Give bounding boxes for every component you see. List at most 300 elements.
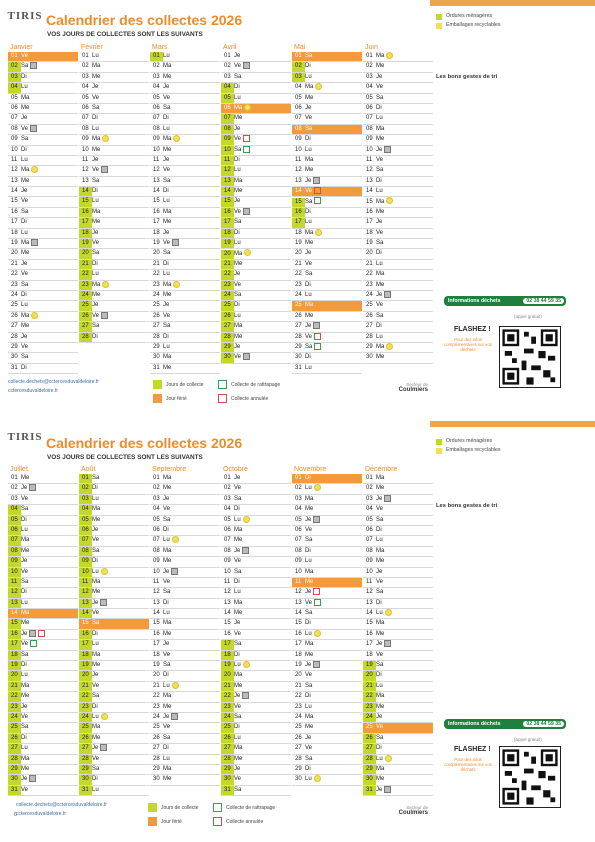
day-row [150,755,220,765]
day-number: 17 [8,640,21,649]
day-number: 28 [295,755,302,762]
day-number: 15 [292,198,305,207]
info-number[interactable]: 02 38 44 59 35 [523,721,564,727]
day-number: 26 [221,734,234,743]
day-row [8,83,78,93]
day-weekday: Je [92,302,99,309]
day-number: 07 [11,115,18,122]
day-number: 19 [295,240,302,247]
day-number: 11 [366,578,373,585]
day-row [363,73,433,83]
day-row [8,536,78,546]
day-weekday: Je [234,198,241,205]
day-number: 08 [366,547,373,554]
day-weekday: Je [305,104,312,111]
day-weekday: Je [305,516,312,523]
day-weekday: Di [21,73,27,80]
day-row [150,229,220,239]
day-weekday: Sa [376,167,384,174]
day-row [221,568,291,578]
day-number: 19 [79,239,92,248]
day-row [150,62,220,72]
day-weekday: Ma [163,547,172,554]
day-number: 07 [153,115,160,122]
day-row [150,322,220,332]
rattrapage-icon [243,146,250,153]
day-row [221,786,291,796]
cancel-icon [243,135,250,142]
day-row [221,166,291,176]
day-row [292,755,362,765]
day-weekday: Me [92,662,101,669]
day-number: 11 [366,156,373,163]
day-number: 03 [82,73,89,80]
day-weekday: Me [163,219,172,226]
day-row [8,94,78,104]
day-number: 13 [8,599,21,608]
emballages-icon [101,568,108,575]
day-row [292,260,362,270]
day-weekday: Sa [234,786,242,793]
day-row [292,125,362,135]
day-weekday: Sa [92,104,100,111]
day-weekday: Je [376,786,383,793]
day-number: 12 [11,167,18,174]
day-number: 11 [11,156,18,163]
day-row [363,651,433,661]
day-number: 01 [11,475,18,481]
day-weekday: Sa [234,495,242,502]
day-row [292,599,362,609]
day-number: 30 [295,776,302,783]
day-weekday: Ma [376,53,385,60]
day-row [363,599,433,609]
cancel-icon [314,333,321,340]
day-row [221,333,291,343]
day-weekday: Me [21,250,30,257]
day-weekday: Je [234,765,241,772]
day-row [363,239,433,249]
day-number: 28 [295,333,302,340]
day-row [150,692,220,702]
info-dechets[interactable] [444,296,566,306]
website-link[interactable]: cctercesduvaldeloire.fr [8,388,59,394]
month-name: Mars [152,44,168,51]
day-number: 11 [295,156,302,163]
day-weekday: Di [376,104,382,111]
day-weekday: Me [21,693,30,700]
day-weekday: Ve [163,506,171,513]
day-number: 27 [79,322,92,331]
day-row [292,557,362,567]
day-weekday: Sa [305,610,313,617]
day-row [150,73,220,83]
day-number: 10 [153,568,160,575]
day-row [79,187,149,197]
day-weekday: Di [234,651,240,658]
day-number: 10 [153,146,160,153]
day-row [363,755,433,765]
day-row [363,353,433,363]
day-weekday: Me [92,589,101,596]
day-number: 22 [366,271,373,278]
day-number: 16 [295,630,302,637]
day-row [292,229,362,239]
day-row [363,671,433,681]
day-weekday: Ma [92,578,101,585]
day-row [150,671,220,681]
day-row [79,619,149,629]
month-column [79,466,149,796]
day-weekday: Ma [21,240,30,247]
day-weekday: Je [92,229,99,236]
bin-icon [243,62,250,69]
day-weekday: Di [92,485,98,492]
day-number: 13 [295,177,302,184]
day-number: 15 [153,620,160,627]
green-box-swatch [218,380,227,389]
day-number: 22 [363,692,376,701]
info-label: Informations déchets [448,721,501,727]
day-number: 06 [366,526,373,533]
day-row [221,322,291,332]
day-weekday: Di [305,547,311,554]
bin-icon [101,166,108,173]
day-number: 19 [153,662,160,669]
day-number: 12 [82,167,89,174]
day-number: 03 [366,495,373,502]
day-number: 05 [8,516,21,525]
day-number: 02 [8,62,21,71]
day-number: 18 [366,651,373,658]
legend-label: Collecte de rattrapage [231,381,281,388]
day-row [8,301,78,311]
day-row [221,765,291,775]
day-number: 11 [153,578,160,585]
day-number: 08 [153,547,160,554]
day-weekday: Lu [21,526,28,533]
day-row [79,568,149,578]
day-number: 31 [221,786,234,795]
day-number: 18 [11,229,18,236]
day-number: 15 [295,620,302,627]
day-row [79,495,149,505]
day-row [8,312,78,322]
day-number: 07 [8,536,21,545]
day-number: 20 [153,250,160,257]
email-link[interactable]: collecte.dechets@cctercesduvaldeloire.fr [8,379,99,385]
day-weekday: Sa [92,323,100,330]
day-number: 06 [8,526,21,535]
day-weekday: Sa [376,94,384,101]
day-weekday: Ma [163,354,172,361]
day-row [221,640,291,650]
day-weekday: Je [376,292,383,299]
day-weekday: Ma [305,641,314,648]
day-row [292,505,362,515]
day-row [363,536,433,546]
day-weekday: Je [305,662,312,669]
day-row [221,557,291,567]
day-number: 26 [79,312,92,321]
day-row [363,495,433,505]
day-row [221,249,291,259]
day-row [150,536,220,546]
info-number[interactable]: 02 38 44 59 35 [523,298,564,304]
day-row [8,619,78,629]
day-weekday: Lu [234,662,241,669]
day-row [221,301,291,311]
day-number: 23 [221,703,234,712]
day-weekday: Lu [305,219,312,226]
day-number: 30 [295,354,302,361]
email-link[interactable]: collecte.dechets@cctercesduvaldeloire.fr [16,802,107,808]
day-number: 24 [295,291,302,298]
day-weekday: Me [376,485,385,492]
day-number: 23 [153,281,160,288]
day-row [363,619,433,629]
day-number: 16 [79,208,92,217]
day-weekday: Ma [92,208,101,215]
day-row [79,755,149,765]
day-row [150,713,220,723]
day-number: 25 [366,724,373,731]
month-column [8,44,78,374]
tips-title: Les bons gestes de tri [436,503,498,509]
day-number: 07 [79,536,92,545]
day-weekday: Ve [376,302,384,309]
day-row [150,187,220,197]
day-weekday: Lu [21,156,28,163]
day-number: 17 [221,640,234,649]
day-row [221,671,291,681]
day-weekday: Di [21,734,27,741]
day-row [79,578,149,588]
day-number: 23 [366,281,373,288]
day-weekday: Me [234,682,243,689]
day-weekday: Ve [92,312,100,319]
day-weekday: Lu [92,714,99,721]
day-number: 07 [224,537,231,544]
day-number: 14 [153,610,160,617]
day-number: 20 [295,250,302,257]
day-weekday: Ma [234,105,243,112]
day-number: 29 [8,765,21,774]
day-weekday: Ma [21,755,30,762]
day-row [221,52,291,62]
day-weekday: Lu [21,302,28,309]
commune-name: Coulmiers [398,387,428,393]
day-number: 17 [366,641,373,648]
day-weekday: Di [234,578,240,585]
day-number: 09 [11,136,18,143]
bin-icon [313,661,320,668]
day-number: 31 [11,364,18,371]
day-number: 24 [153,291,160,298]
day-weekday: Lu [305,776,312,783]
day-weekday: Lu [163,271,170,278]
day-row [150,775,220,785]
tips-title: Les bons gestes de tri [436,74,498,80]
day-row [79,713,149,723]
day-row [8,786,78,796]
day-row [79,218,149,228]
day-number: 11 [82,156,89,163]
day-weekday: Sa [234,713,242,720]
day-number: 16 [79,630,92,639]
day-row [79,682,149,692]
day-weekday: Me [376,630,385,637]
day-row [292,301,362,311]
day-row [363,135,433,145]
day-row [79,135,149,145]
day-weekday: Je [92,526,99,533]
day-weekday: Ve [234,136,242,143]
bin-icon [384,146,391,153]
day-row [150,260,220,270]
day-row [363,547,433,557]
day-weekday: Sa [92,250,100,257]
day-weekday: Di [163,745,169,752]
website-link[interactable]: cctercesduvaldeloire.fr [16,811,67,817]
day-number: 24 [79,713,92,722]
day-weekday: Ma [376,693,385,700]
day-weekday: Lu [21,745,28,752]
day-number: 27 [153,323,160,330]
day-row [8,270,78,280]
day-number: 01 [79,474,92,483]
day-weekday: Sa [234,73,242,80]
day-weekday: Di [21,219,27,226]
day-number: 01 [366,53,373,60]
day-row [150,83,220,93]
day-row [150,177,220,187]
day-row [363,484,433,494]
day-number: 08 [366,125,373,132]
day-weekday: Sa [92,765,100,772]
legend-jour-ferie [148,817,182,826]
day-row [79,239,149,249]
info-dechets[interactable] [444,719,566,729]
day-row [292,765,362,775]
bottom-legend [8,378,428,408]
day-weekday: Ve [92,610,100,617]
day-weekday: Ma [92,724,101,731]
day-number: 02 [224,485,231,492]
day-row [79,52,149,62]
day-row [150,94,220,104]
day-number: 09 [366,558,373,565]
month-name: Octobre [223,466,248,473]
red-box-swatch [218,394,227,403]
bin-icon [384,291,391,298]
day-number: 16 [153,630,160,637]
day-row [8,568,78,578]
day-row [8,52,78,62]
day-weekday: Di [305,208,311,215]
day-row [363,270,433,280]
green-box-swatch [213,803,222,812]
day-row [292,547,362,557]
day-number: 26 [363,734,376,743]
bin-icon [242,547,249,554]
day-number: 25 [79,723,92,732]
day-weekday: Lu [21,599,28,606]
day-row [292,516,362,526]
day-weekday: Me [92,146,101,153]
day-row [221,94,291,104]
day-weekday: Ve [305,672,313,679]
month-column [150,466,220,786]
day-weekday: Ve [305,188,313,195]
rattrapage-icon [314,599,321,606]
day-number: 27 [295,745,302,752]
day-number: 21 [363,682,376,691]
day-row [8,239,78,249]
day-number: 11 [224,578,231,585]
day-weekday: Lu [376,260,383,267]
day-row [8,661,78,671]
day-weekday: Ma [163,281,172,288]
day-row [363,661,433,671]
qr-code[interactable] [499,746,561,808]
day-row [292,734,362,744]
day-weekday: Di [92,115,98,122]
day-number: 20 [363,671,376,680]
day-weekday: Lu [305,558,312,565]
day-weekday: Lu [305,485,312,492]
day-weekday: Je [234,693,241,700]
day-weekday: Ma [305,302,314,309]
day-number: 17 [79,640,92,649]
day-row [8,692,78,702]
day-number: 12 [79,588,92,597]
qr-code[interactable] [499,326,561,388]
day-number: 04 [8,505,21,514]
page-title: Calendrier des collectes 2026 [46,435,243,451]
day-weekday: Ve [92,240,100,247]
day-number: 11 [295,578,302,585]
day-weekday: Sa [92,693,100,700]
day-weekday: Di [234,506,240,513]
day-weekday: Lu [234,312,241,319]
day-weekday: Lu [305,73,312,80]
day-number: 10 [82,146,89,153]
day-row [363,260,433,270]
day-row [150,609,220,619]
day-weekday: Je [376,73,383,80]
bin-icon [171,568,178,575]
day-weekday: Ma [163,620,172,627]
day-number: 31 [295,364,302,371]
day-weekday: Je [163,495,170,502]
day-number: 19 [221,239,234,248]
day-weekday: Di [305,63,311,70]
day-weekday: Lu [163,198,170,205]
day-weekday: Di [92,333,98,340]
day-number: 12 [366,589,373,596]
day-weekday: Ve [234,354,242,361]
day-weekday: Sa [21,651,29,658]
day-number: 24 [153,714,160,721]
page-title: Calendrier des collectes 2026 [46,12,243,28]
day-weekday: Ma [163,693,172,700]
day-number: 20 [11,250,18,257]
day-row [79,671,149,681]
orange-swatch [153,394,162,403]
day-row [292,723,362,733]
day-weekday: Je [21,115,28,122]
